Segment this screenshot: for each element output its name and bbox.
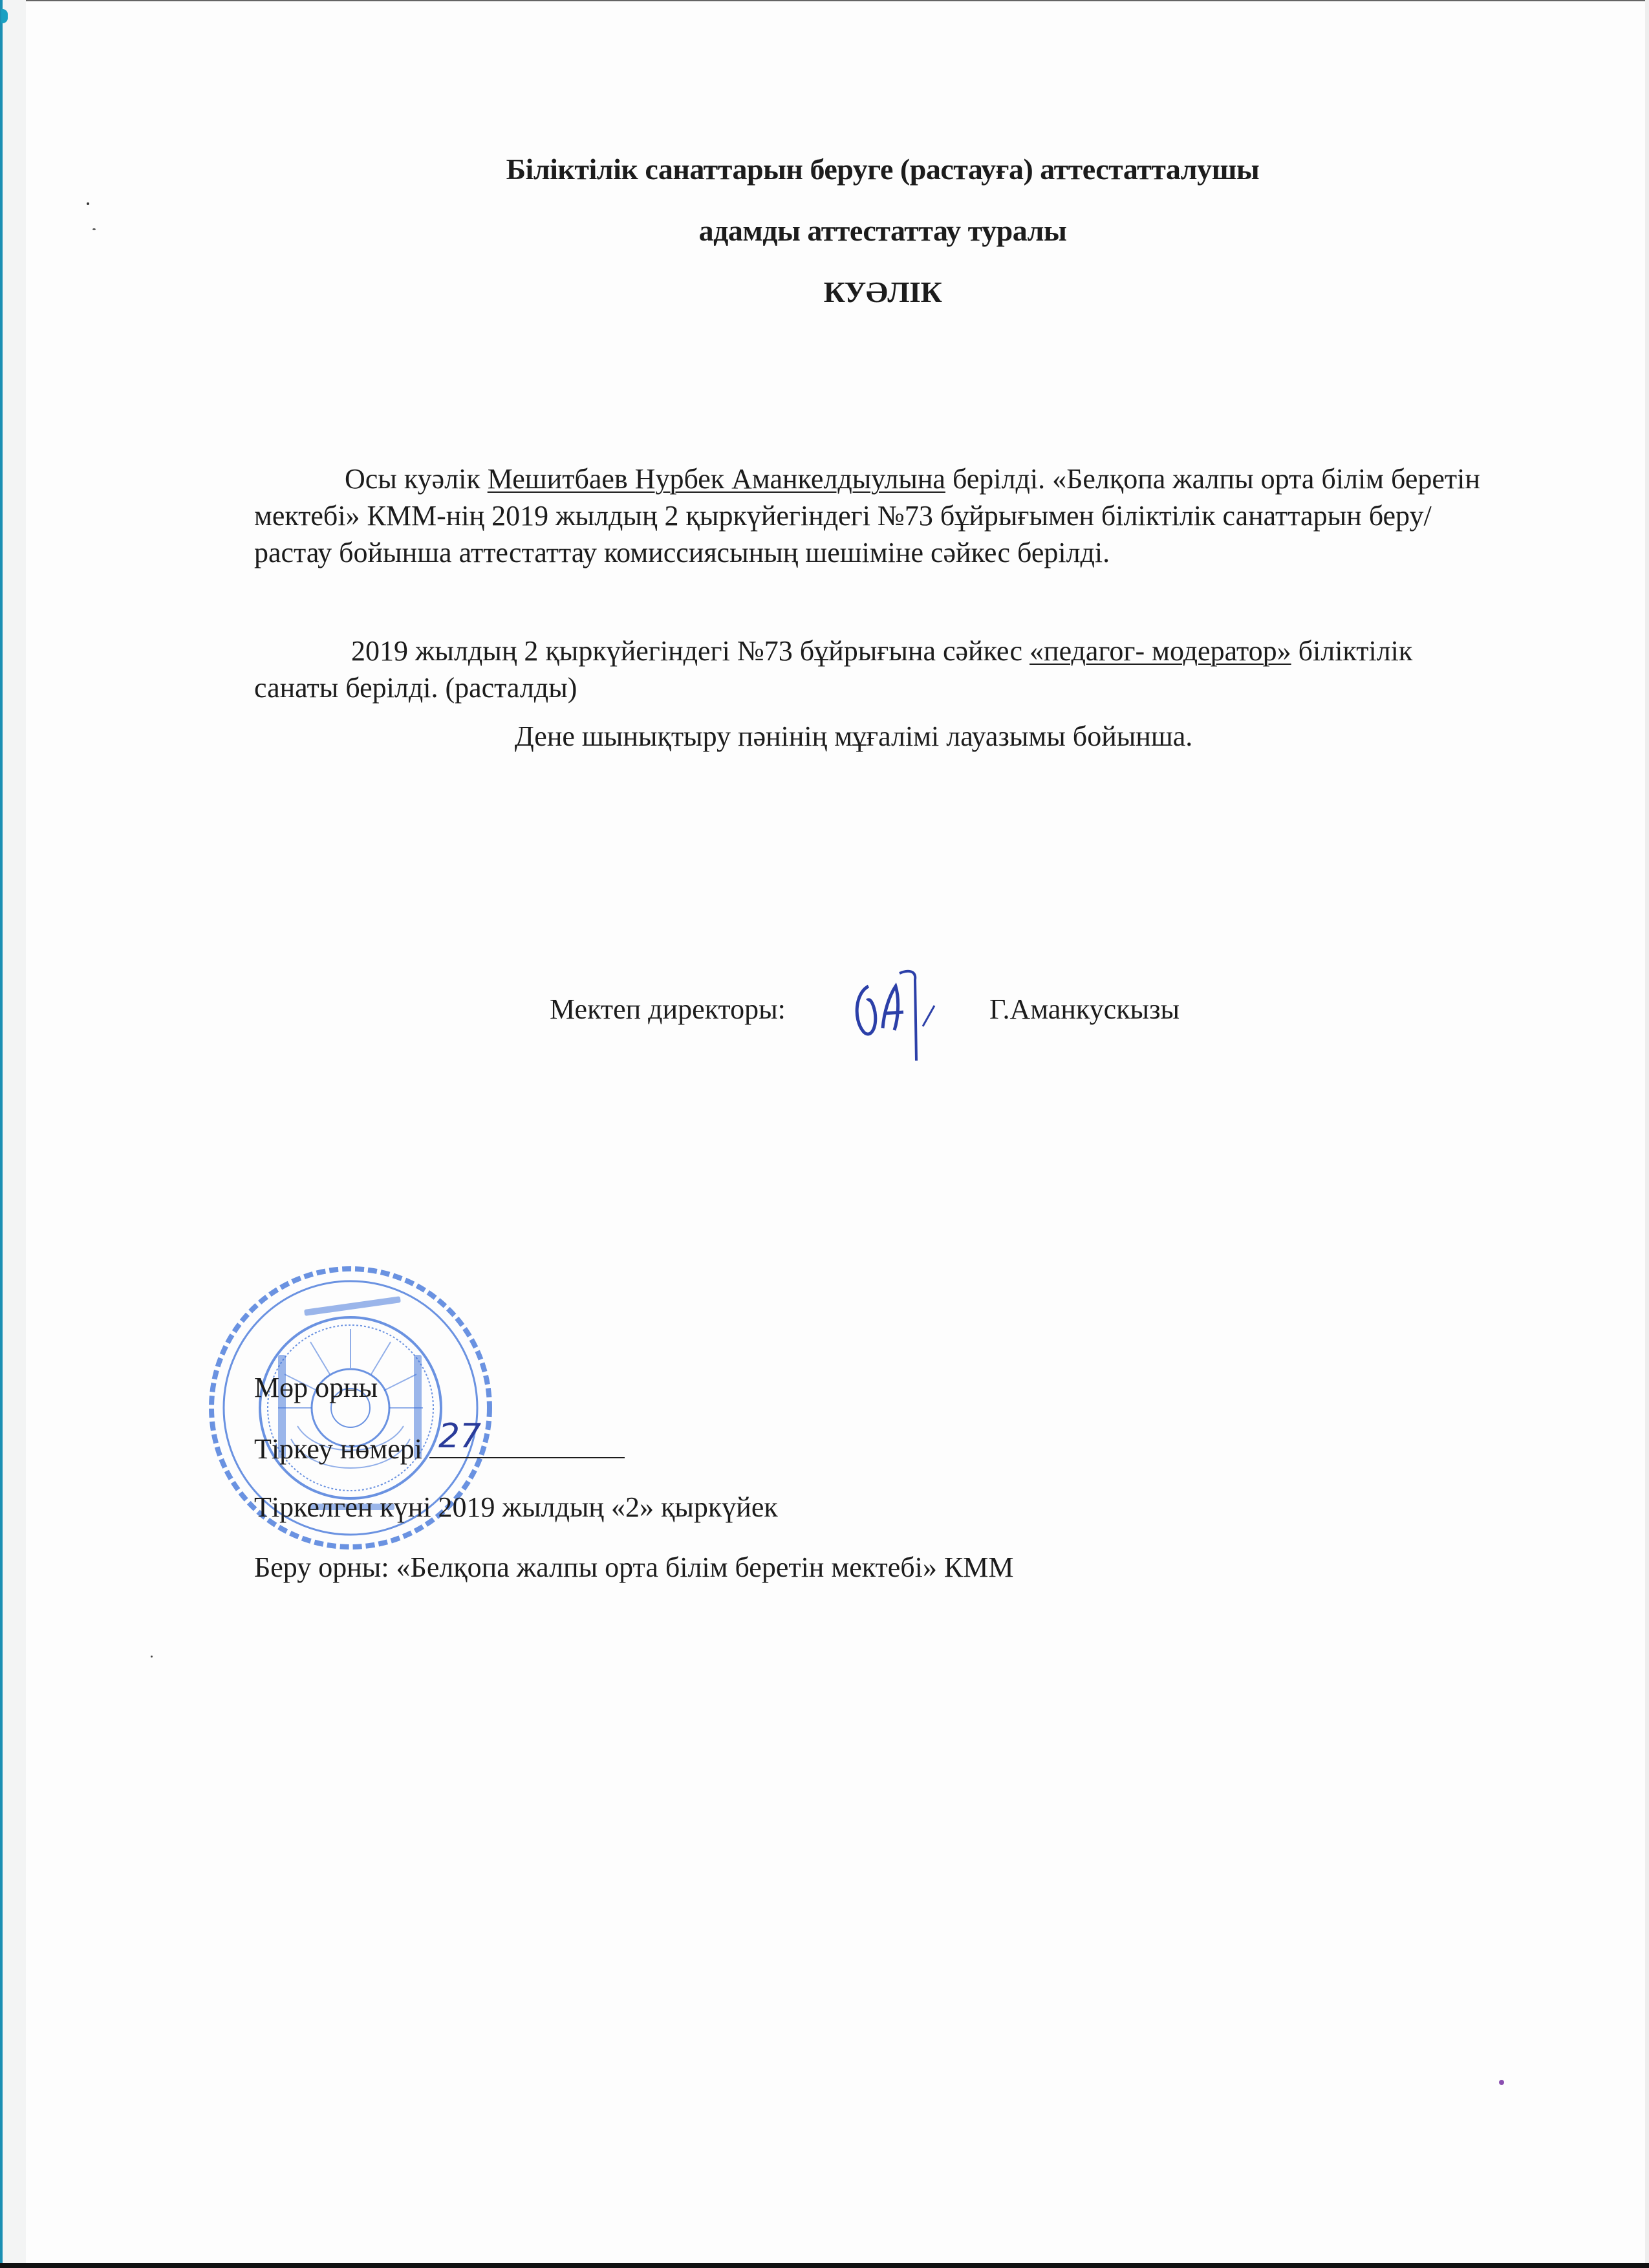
scan-right-edge: [1645, 0, 1649, 2268]
paragraph-issued-to: [254, 460, 1502, 571]
title-line-1: Біліктілік санаттарын беруге (растауға) аттестатталушы: [506, 153, 1260, 186]
scan-bottom-edge: [0, 2263, 1649, 2268]
paragraph1-suffix: берілді. «Белқопа жалпы орта білім беретін мектебі» КММ-нің 2019 жылдың 2 қыркүйегіндегі №73 бұйрығымен біліктілік санаттарын беру/растау бойынша аттестаттау комиссиясының шешіміне сәйкес берілді.: [254, 463, 1480, 568]
scan-speck: [151, 1656, 153, 1658]
director-label: Мектеп директоры:: [550, 993, 786, 1025]
recipient-name: Мешитбаев Нурбек Аманкелдыулына: [487, 463, 945, 495]
paragraph2-suffix: біліктілік санаты берілді. (расталды): [254, 635, 1413, 704]
title-line-2: адамды аттестаттау туралы: [698, 214, 1067, 247]
scan-speck: [87, 202, 89, 205]
qualification-category: «педагог- модератор»: [1029, 635, 1291, 667]
scan-top-edge: [0, 0, 1649, 1]
document-title: КУӘЛІК: [823, 275, 942, 308]
scan-left-strip: [3, 0, 26, 2268]
paragraph1-prefix: Осы куәлік: [345, 463, 488, 495]
scan-speck: [1499, 2080, 1504, 2085]
registration-date: Тіркелген күні 2019 жылдың «2» қыркүйек: [254, 1491, 778, 1523]
registration-number-label: Тіркеу нөмері: [254, 1433, 422, 1465]
paragraph2-prefix: 2019 жылдың 2 қыркүйегіндегі №73 бұйрығына сәйкес: [351, 635, 1030, 667]
paragraph-category: [254, 632, 1502, 706]
handwritten-signature-icon: [844, 967, 960, 1064]
position-line: Дене шынықтыру пәнінің мұғалімі лауазымы бойынша.: [514, 720, 1193, 752]
director-name: Г.Аманкускызы: [989, 993, 1180, 1025]
registration-number-value: 27: [438, 1417, 482, 1456]
scan-speck: [92, 228, 96, 230]
scan-left-edge: [0, 0, 3, 2268]
issue-place: Беру орны: «Белқопа жалпы орта білім беретін мектебі» КММ: [254, 1551, 1014, 1583]
registration-number-row: [254, 1417, 625, 1465]
stamp-place-label: Мөр орны: [254, 1372, 378, 1403]
registration-number-field: [429, 1417, 625, 1458]
